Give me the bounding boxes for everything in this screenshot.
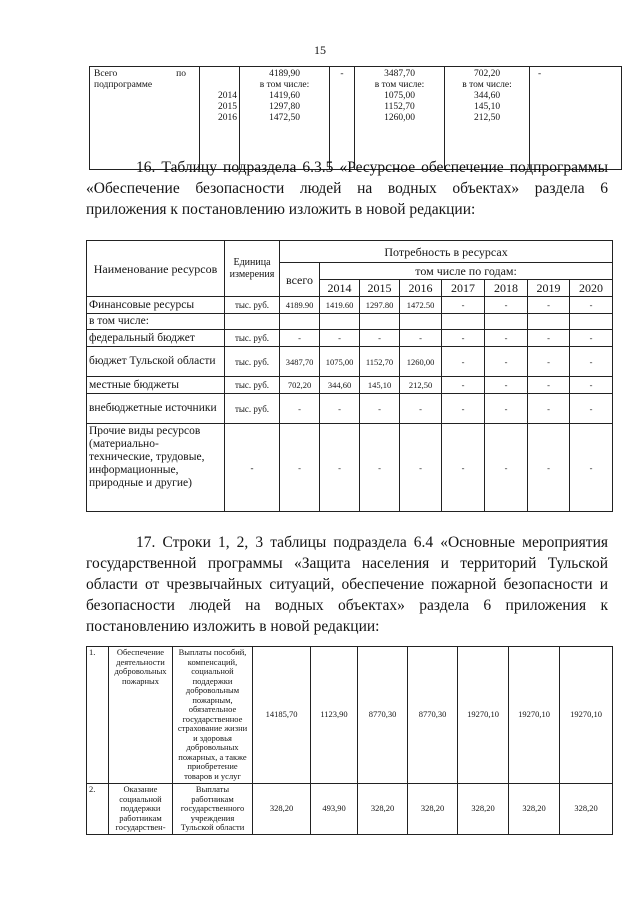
- table-row: [87, 297, 613, 314]
- row-value: -: [528, 347, 570, 377]
- row-unit: тыс. руб.: [225, 297, 280, 314]
- row-value: -: [360, 424, 400, 512]
- row-value: [360, 314, 400, 330]
- row-name: Прочие виды ресурсов (материально-технические, трудовые, информационные, природные и другие): [87, 424, 225, 512]
- year: 2014: [218, 91, 237, 101]
- header-need: Потребность в ресурсах: [280, 241, 613, 263]
- row-value: -: [570, 394, 613, 424]
- row-name: федеральный бюджет: [87, 330, 225, 347]
- row-unit: [225, 314, 280, 330]
- regional-values: 3487,70 в том числе: 1075,00 1152,70 1260,00: [355, 67, 445, 170]
- row-value: -: [570, 347, 613, 377]
- row-value: -: [528, 297, 570, 314]
- total-label-cell: [90, 67, 200, 170]
- table-row: [87, 347, 613, 377]
- header-row: [87, 241, 613, 263]
- year-2014: 2014: [320, 280, 360, 297]
- table-row: [87, 330, 613, 347]
- header-total: всего: [280, 263, 320, 297]
- row-value: 14185,70: [253, 647, 311, 784]
- table-resources: [86, 240, 613, 512]
- page-number: 15: [314, 43, 326, 57]
- row-value: 328,20: [560, 784, 613, 835]
- row-name: Финансовые ресурсы: [87, 297, 225, 314]
- year-2015: 2015: [360, 280, 400, 297]
- row-value: -: [570, 424, 613, 512]
- row-value: [320, 314, 360, 330]
- row-value: -: [570, 377, 613, 394]
- row-value: -: [570, 330, 613, 347]
- row-value: 328,20: [408, 784, 458, 835]
- table-row: [87, 424, 613, 512]
- table-row: [87, 647, 613, 784]
- row-total: -: [280, 330, 320, 347]
- row-number: 1.: [87, 647, 109, 784]
- header-by-years: том числе по годам:: [320, 263, 613, 280]
- row-value: 212,50: [400, 377, 442, 394]
- row-value: -: [528, 394, 570, 424]
- row-value: 1472.50: [400, 297, 442, 314]
- row-value: -: [485, 347, 528, 377]
- table-measures: [86, 646, 613, 835]
- row-value: [570, 314, 613, 330]
- row-value: 328,20: [509, 784, 560, 835]
- row-value: -: [485, 394, 528, 424]
- row-value: -: [442, 347, 485, 377]
- row-value: [528, 314, 570, 330]
- row-value: 328,20: [458, 784, 509, 835]
- row-value: -: [485, 330, 528, 347]
- row-total: 4189.90: [280, 297, 320, 314]
- row-value: -: [442, 377, 485, 394]
- row-value: 19270,10: [509, 647, 560, 784]
- row-total: 3487,70: [280, 347, 320, 377]
- year-2016: 2016: [400, 280, 442, 297]
- row-value: 493,90: [311, 784, 358, 835]
- row-value: 328,20: [253, 784, 311, 835]
- row-value: 328,20: [358, 784, 408, 835]
- table-row: [87, 314, 613, 330]
- row-value: -: [400, 424, 442, 512]
- row-value: -: [442, 424, 485, 512]
- row-value: [400, 314, 442, 330]
- row-value: [442, 314, 485, 330]
- total-label: Всего по подпрограмме: [94, 69, 186, 90]
- header-name: Наименование ресурсов: [87, 241, 225, 297]
- row-value: -: [485, 377, 528, 394]
- row-value: 1123,90: [311, 647, 358, 784]
- row-name: бюджет Тульской области: [87, 347, 225, 377]
- table-row: [87, 377, 613, 394]
- row-unit: тыс. руб.: [225, 330, 280, 347]
- row-value: -: [442, 394, 485, 424]
- row-description: Выплаты работникам государственного учреждения Тульской области: [173, 784, 253, 835]
- row-value: -: [528, 330, 570, 347]
- row-name: Оказание социальной поддержки работникам государствен-: [109, 784, 173, 835]
- table-row: [90, 67, 622, 170]
- row-description: Выплаты пособий, компенсаций, социальной поддержки добровольным пожарным, обязательное государственное страхование жизни и здоровья добровольных пожарных, а также приобретение товаров и услуг: [173, 647, 253, 784]
- row-total: [280, 314, 320, 330]
- paragraph-16: 16. Таблицу подраздела 6.3.5 «Ресурсное обеспечение подпрограммы «Обеспечение безопасности людей на водных объектах» раздела 6 приложения к постановлению изложить в новой редакции:: [86, 159, 608, 218]
- row-value: -: [400, 394, 442, 424]
- row-name: в том числе:: [87, 314, 225, 330]
- row-unit: тыс. руб.: [225, 377, 280, 394]
- row-value: 1152,70: [360, 347, 400, 377]
- table-subprogram-totals: [89, 66, 622, 170]
- paragraph-17: 17. Строки 1, 2, 3 таблицы подраздела 6.4 «Основные мероприятия государственной программы «Защита населения и территорий Тульской области от чрезвычайных ситуаций, обеспечение пожарной безопасности и безопасности людей на водных объектах» раздела 6 приложения к постановлению изложить в новой редакции:: [86, 534, 608, 635]
- row-total: -: [280, 394, 320, 424]
- years-cell: [200, 67, 240, 170]
- local-values: 702,20 в том числе: 344,60 145,10 212,50: [445, 67, 530, 170]
- row-value: -: [485, 297, 528, 314]
- year-2017: 2017: [442, 280, 485, 297]
- row-value: -: [528, 424, 570, 512]
- row-number: 2.: [87, 784, 109, 835]
- row-total: 702,20: [280, 377, 320, 394]
- row-value: 19270,10: [560, 647, 613, 784]
- header-unit: Единица измерения: [225, 241, 280, 297]
- total-values: 4189,90 в том числе: 1419,60 1297,80 1472,50: [240, 67, 330, 170]
- row-unit: тыс. руб.: [225, 394, 280, 424]
- dash-cell: -: [330, 67, 355, 170]
- row-value: -: [320, 394, 360, 424]
- row-value: -: [442, 330, 485, 347]
- row-value: [485, 314, 528, 330]
- row-value: 1075,00: [320, 347, 360, 377]
- row-value: -: [570, 297, 613, 314]
- year-2018: 2018: [485, 280, 528, 297]
- row-value: -: [400, 330, 442, 347]
- year-2020: 2020: [570, 280, 613, 297]
- row-name: внебюджетные источники: [87, 394, 225, 424]
- row-value: 1419.60: [320, 297, 360, 314]
- row-value: 8770,30: [358, 647, 408, 784]
- row-name: местные бюджеты: [87, 377, 225, 394]
- row-name: Обеспечение деятельности добровольных пожарных: [109, 647, 173, 784]
- row-total: -: [280, 424, 320, 512]
- row-value: 8770,30: [408, 647, 458, 784]
- row-value: -: [485, 424, 528, 512]
- dash-cell: -: [530, 67, 622, 170]
- row-value: 145,10: [360, 377, 400, 394]
- row-value: -: [320, 330, 360, 347]
- row-value: 1260,00: [400, 347, 442, 377]
- row-value: 344,60: [320, 377, 360, 394]
- row-value: -: [528, 377, 570, 394]
- row-value: -: [320, 424, 360, 512]
- row-value: -: [360, 330, 400, 347]
- row-unit: -: [225, 424, 280, 512]
- year-2019: 2019: [528, 280, 570, 297]
- row-unit: тыс. руб.: [225, 347, 280, 377]
- row-value: -: [360, 394, 400, 424]
- row-value: -: [442, 297, 485, 314]
- table-row: [87, 394, 613, 424]
- year: 2015: [218, 102, 237, 112]
- row-value: 1297.80: [360, 297, 400, 314]
- table-row: [87, 784, 613, 835]
- year: 2016: [218, 113, 237, 123]
- row-value: 19270,10: [458, 647, 509, 784]
